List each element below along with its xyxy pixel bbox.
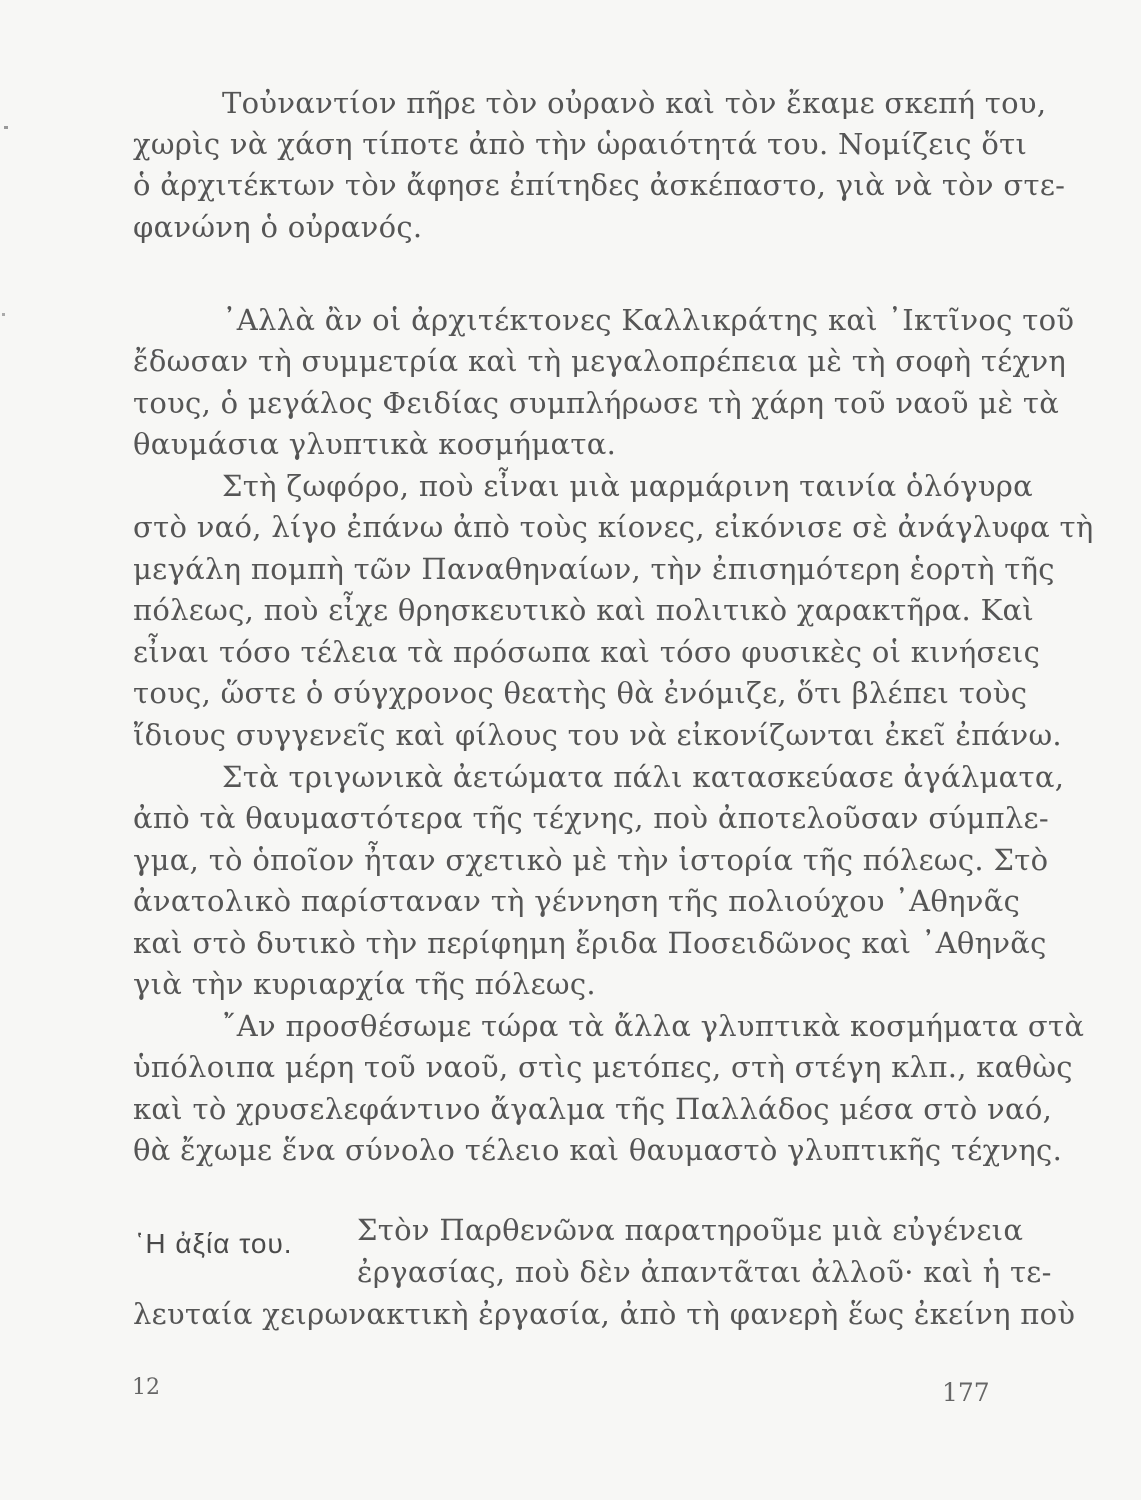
text-line: εἶναι τόσο τέλεια τὰ πρόσωπα καὶ τόσο φυσικὲς οἱ κινήσεις <box>133 635 1041 669</box>
text-line: γμα, τὸ ὁποῖον ἦταν σχετικὸ μὲ τὴν ἱστορία τῆς πόλεως. Στὸ <box>133 843 1049 877</box>
page-number: 177 <box>942 1378 990 1407</box>
text-line: ὑπόλοιπα μέρη τοῦ ναοῦ, στὶς μετόπες, στὴ στέγη κλπ., καθὼς <box>133 1050 1073 1084</box>
text-line: Στὴ ζωφόρο, ποὺ εἶναι μιὰ μαρμάρινη ταινία ὁλόγυρα <box>222 469 1034 503</box>
text-line: Στὰ τριγωνικὰ ἀετώματα πάλι κατασκεύασε ἀγάλματα, <box>222 760 1065 794</box>
text-line: θὰ ἔχωμε ἕνα σύνολο τέλειο καὶ θαυμαστὸ γλυπτικῆς τέχνης. <box>133 1133 1063 1167</box>
text-line: ἔδωσαν τὴ συμμετρία καὶ τὴ μεγαλοπρέπεια μὲ τὴ σοφὴ τέχνη <box>133 344 1067 378</box>
text-line: πόλεως, ποὺ εἶχε θρησκευτικὸ καὶ πολιτικὸ χαρακτῆρα. Καὶ <box>133 593 1035 627</box>
margin-speck <box>2 313 5 316</box>
text-line: καὶ τὸ χρυσελεφάντινο ἄγαλμα τῆς Παλλάδος μέσα στὸ ναό, <box>133 1092 1053 1126</box>
text-line: θαυμάσια γλυπτικὰ κοσμήματα. <box>133 427 617 461</box>
text-line: ἀπὸ τὰ θαυμαστότερα τῆς τέχνης, ποὺ ἀποτελοῦσαν σύμπλε- <box>133 801 1049 835</box>
signature-mark: 12 <box>132 1375 160 1400</box>
text-line: ἴδιους συγγενεῖς καὶ φίλους του νὰ εἰκονίζωνται ἐκεῖ ἐπάνω. <box>133 718 1062 752</box>
text-line: λευταία χειρωνακτικὴ ἐργασία, ἀπὸ τὴ φανερὴ ἕως ἐκείνη ποὺ <box>133 1297 1076 1331</box>
text-line: καὶ στὸ δυτικὸ τὴν περίφημη ἔριδα Ποσειδῶνος καὶ ᾿Αθηνᾶς <box>133 926 1047 960</box>
text-line: ῎Αν προσθέσωμε τώρα τὰ ἄλλα γλυπτικὰ κοσμήματα στὰ <box>222 1009 1085 1043</box>
text-line: ᾿Αλλὰ ἂν οἱ ἀρχιτέκτονες Καλλικράτης καὶ ᾿Ικτῖνος τοῦ <box>222 303 1075 337</box>
text-line: χωρὶς νὰ χάση τίποτε ἀπὸ τὴν ὡραιότητά του. Νομίζεις ὅτι <box>133 127 1028 161</box>
text-line: Στὸν Παρθενῶνα παρατηροῦμε μιὰ εὐγένεια <box>357 1213 1024 1247</box>
text-line: Τοὐναντίον πῆρε τὸν οὐρανὸ καὶ τὸν ἔκαμε σκεπή του, <box>222 86 1047 120</box>
text-line: φανώνη ὁ οὐρανός. <box>133 210 423 244</box>
section-sidenote: ῾Η ἀξία του. <box>135 1228 293 1259</box>
text-line: ἐργασίας, ποὺ δὲν ἀπαντᾶται ἀλλοῦ· καὶ ἡ τε- <box>357 1255 1052 1289</box>
margin-speck <box>4 126 8 129</box>
text-line: τους, ὁ μεγάλος Φειδίας συμπλήρωσε τὴ χάρη τοῦ ναοῦ μὲ τὰ <box>133 386 1060 420</box>
text-line: μεγάλη πομπὴ τῶν Παναθηναίων, τὴν ἐπισημότερη ἑορτὴ τῆς <box>133 552 1055 586</box>
text-line: ὁ ἀρχιτέκτων τὸν ἄφησε ἐπίτηδες ἀσκέπαστο, γιὰ νὰ τὸν στε- <box>133 168 1066 202</box>
text-line: τους, ὥστε ὁ σύγχρονος θεατὴς θὰ ἐνόμιζε, ὅτι βλέπει τοὺς <box>133 676 1028 710</box>
text-line: ἀνατολικὸ παρίσταναν τὴ γέννηση τῆς πολιούχου ᾿Αθηνᾶς <box>133 884 1021 918</box>
text-line: γιὰ τὴν κυριαρχία τῆς πόλεως. <box>133 967 596 1001</box>
text-line: στὸ ναό, λίγο ἐπάνω ἀπὸ τοὺς κίονες, εἰκόνισε σὲ ἀνάγλυφα τὴ <box>133 510 1094 544</box>
